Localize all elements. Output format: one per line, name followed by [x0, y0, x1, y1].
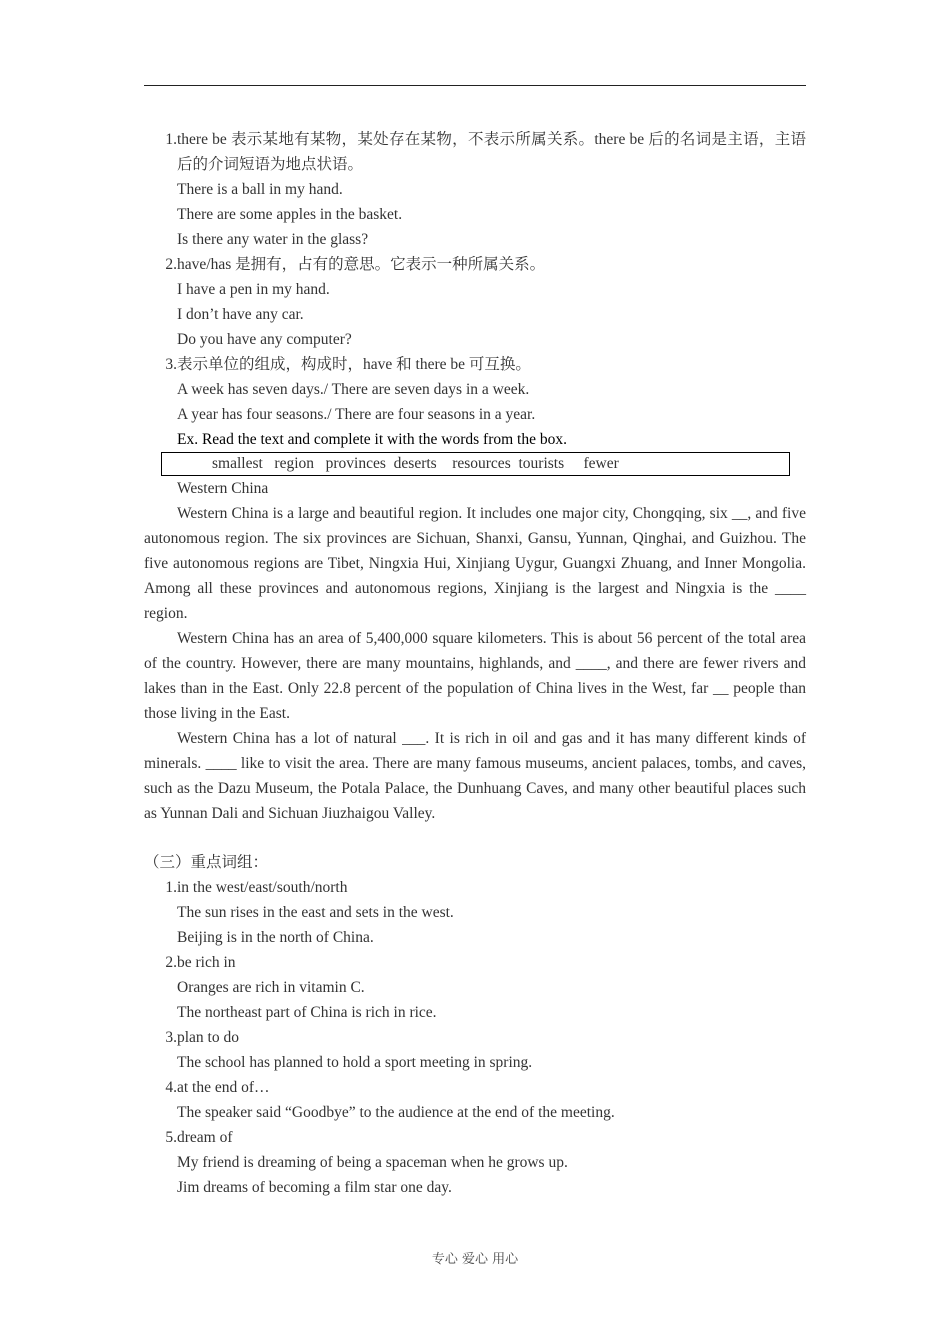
example-sentence: A year has four seasons./ There are four seasons in a year.: [177, 406, 536, 423]
section-heading: （三）重点词组：: [144, 854, 269, 871]
item-number: 2.: [165, 954, 177, 971]
list-item: [144, 1125, 806, 1150]
item-number: 4.: [165, 1079, 177, 1096]
document-body: [144, 127, 806, 1200]
item-number: 1.: [165, 131, 177, 148]
item-text: be rich in: [177, 954, 236, 971]
example-sentence: The northeast part of China is rich in rice.: [177, 1004, 437, 1021]
spacer: [144, 826, 806, 850]
item-number: 2.: [165, 256, 177, 273]
item-number: 1.: [165, 879, 177, 896]
item-text: dream of: [177, 1129, 233, 1146]
item-number: 3.: [165, 1029, 177, 1046]
item-text: 表示单位的组成，构成时，have 和 there be 可互换。: [177, 356, 531, 373]
list-item: [144, 1075, 806, 1100]
example-sentence: Oranges are rich in vitamin C.: [177, 979, 365, 996]
example-sentence: There is a ball in my hand.: [177, 181, 343, 198]
passage-paragraph: Western China has an area of 5,400,000 square kilometers. This is about 56 percent of the total area of the country. However, there are many mountains, highlands, and ____, and there are fewer rivers and lakes than in the East. Only 22.8 percent of the population of China lives in the West, far __ people than those living in the East.: [144, 630, 806, 722]
item-number: 3.: [165, 356, 177, 373]
list-item: [144, 127, 806, 177]
list-item: [144, 252, 806, 277]
list-item: [144, 1025, 806, 1050]
passage-paragraph: Western China has a lot of natural ___. It is rich in oil and gas and it has many different kinds of minerals. ____ like to visit the area. There are many famous museums, ancient palaces, tombs, and caves, such as the Dazu Museum, the Potala Palace, the Dunhuang Caves, and many other beautiful places such as Yunnan Dali and Sichuan Jiuzhaigou Valley.: [144, 730, 806, 822]
example-sentence: I don’t have any car.: [177, 306, 304, 323]
example-sentence: A week has seven days./ There are seven days in a week.: [177, 381, 530, 398]
list-item: [144, 950, 806, 975]
passage-paragraph: Western China is a large and beautiful region. It includes one major city, Chongqing, six __, and five autonomous region. The six provinces are Sichuan, Shanxi, Gansu, Yunnan, Qinghai, and Guizhou. The five autonomous regions are Tibet, Ningxia Hui, Xinjiang Uygur, Guangxi Zhuang, and Inner Mongolia. Among all these provinces and autonomous regions, Xinjiang is the largest and Ningxia is the ____ region.: [144, 505, 806, 622]
example-sentence: The speaker said “Goodbye” to the audience at the end of the meeting.: [177, 1104, 615, 1121]
item-number: 5.: [165, 1129, 177, 1146]
page-footer: 专心 爱心 用心: [431, 1252, 519, 1267]
example-sentence: Do you have any computer?: [177, 331, 352, 348]
item-text: there be 表示某地有某物，某处存在某物，不表示所属关系。there be 后的名词是主语，主语后的介词短语为地点状语。: [177, 131, 806, 173]
item-text: plan to do: [177, 1029, 239, 1046]
passage-title: Western China: [177, 480, 269, 497]
example-sentence: Is there any water in the glass?: [177, 231, 369, 248]
example-sentence: Jim dreams of becoming a film star one day.: [177, 1179, 452, 1196]
word-box: smallest region provinces deserts resources tourists fewer: [161, 452, 790, 476]
example-sentence: The sun rises in the east and sets in the west.: [177, 904, 454, 921]
exercise-instruction: Ex. Read the text and complete it with the words from the box.: [177, 431, 567, 448]
item-text: have/has 是拥有，占有的意思。它表示一种所属关系。: [177, 256, 546, 273]
example-sentence: My friend is dreaming of being a spaceman when he grows up.: [177, 1154, 568, 1171]
item-text: at the end of…: [177, 1079, 270, 1096]
example-sentence: There are some apples in the basket.: [177, 206, 403, 223]
list-item: [144, 352, 806, 377]
example-sentence: Beijing is in the north of China.: [177, 929, 374, 946]
item-text: in the west/east/south/north: [177, 879, 348, 896]
example-sentence: I have a pen in my hand.: [177, 281, 330, 298]
example-sentence: The school has planned to hold a sport meeting in spring.: [177, 1054, 533, 1071]
list-item: [144, 875, 806, 900]
header-rule: [144, 85, 806, 86]
